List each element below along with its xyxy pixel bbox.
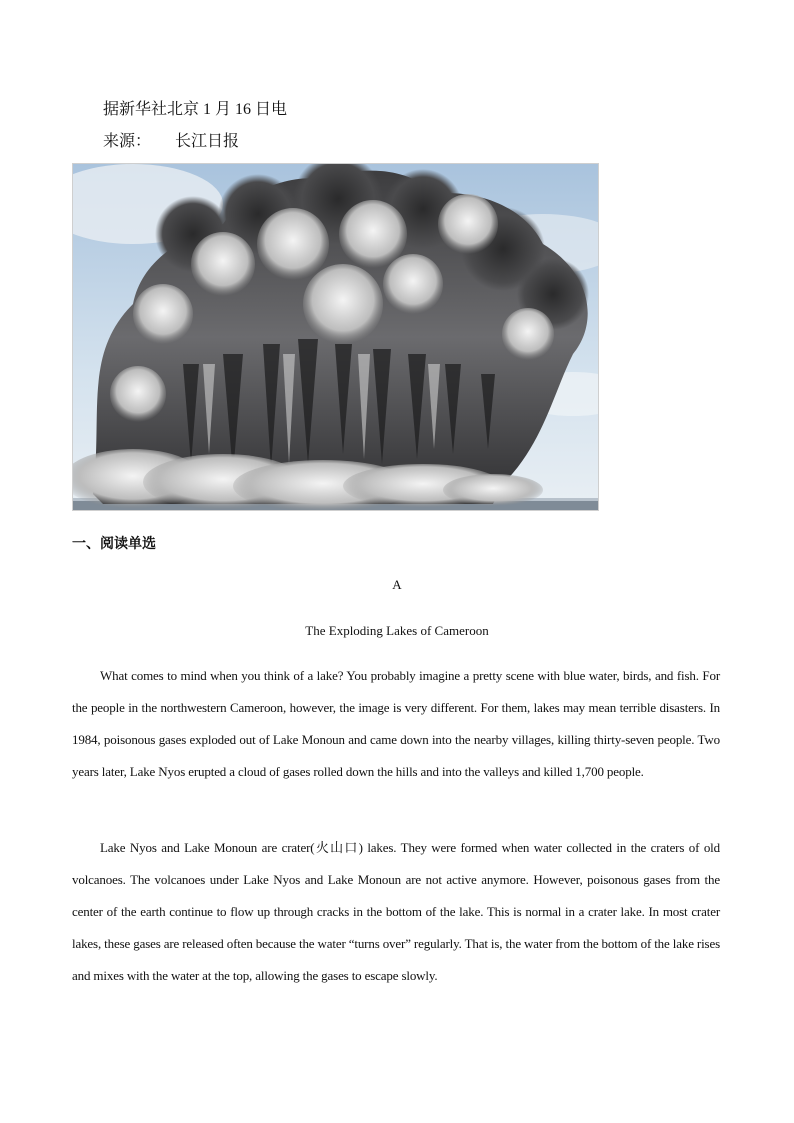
source-line bbox=[103, 131, 239, 153]
passage-title: The Exploding Lakes of Cameroon bbox=[305, 623, 489, 638]
section-heading: 一、阅读单选 bbox=[72, 536, 156, 552]
source-label: 来源： bbox=[103, 133, 152, 150]
passage-letter: A bbox=[392, 577, 402, 592]
passage-paragraph-1: What comes to mind when you think of a lake? You probably imagine a pretty scene with blue water, birds, and fish. For the people in the northwestern Cameroon, however, the image is very different. For them, lakes may mean terrible disasters. In 1984, poisonous gases exploded out of Lake Monoun and came down into the nearby villages, killing thirty-seven people. Two years later, Lake Nyos erupted a cloud of gases rolled down the hills and into the valleys and killed 1,700 people. bbox=[72, 668, 720, 779]
source-name: 长江日报 bbox=[175, 133, 240, 150]
dateline: 据新华社北京 1 月 16 日电 bbox=[103, 101, 288, 118]
passage-paragraph-2: Lake Nyos and Lake Monoun are crater(火山口) lakes. They were formed when water collected in the craters of old volcanoes. The volcanoes under Lake Nyos and Lake Monoun are not active anymore. However, poisonous gases from the center of the earth continue to flow up through cracks in the bottom of the lake. This is normal in a crater lake. In most crater lakes, these gases are released often because the water “turns over” regularly. That is, the water from the bottom of the lake rises and mixes with the water at the top, allowing the gases to escape slowly. bbox=[72, 840, 720, 983]
eruption-photo bbox=[72, 163, 599, 511]
